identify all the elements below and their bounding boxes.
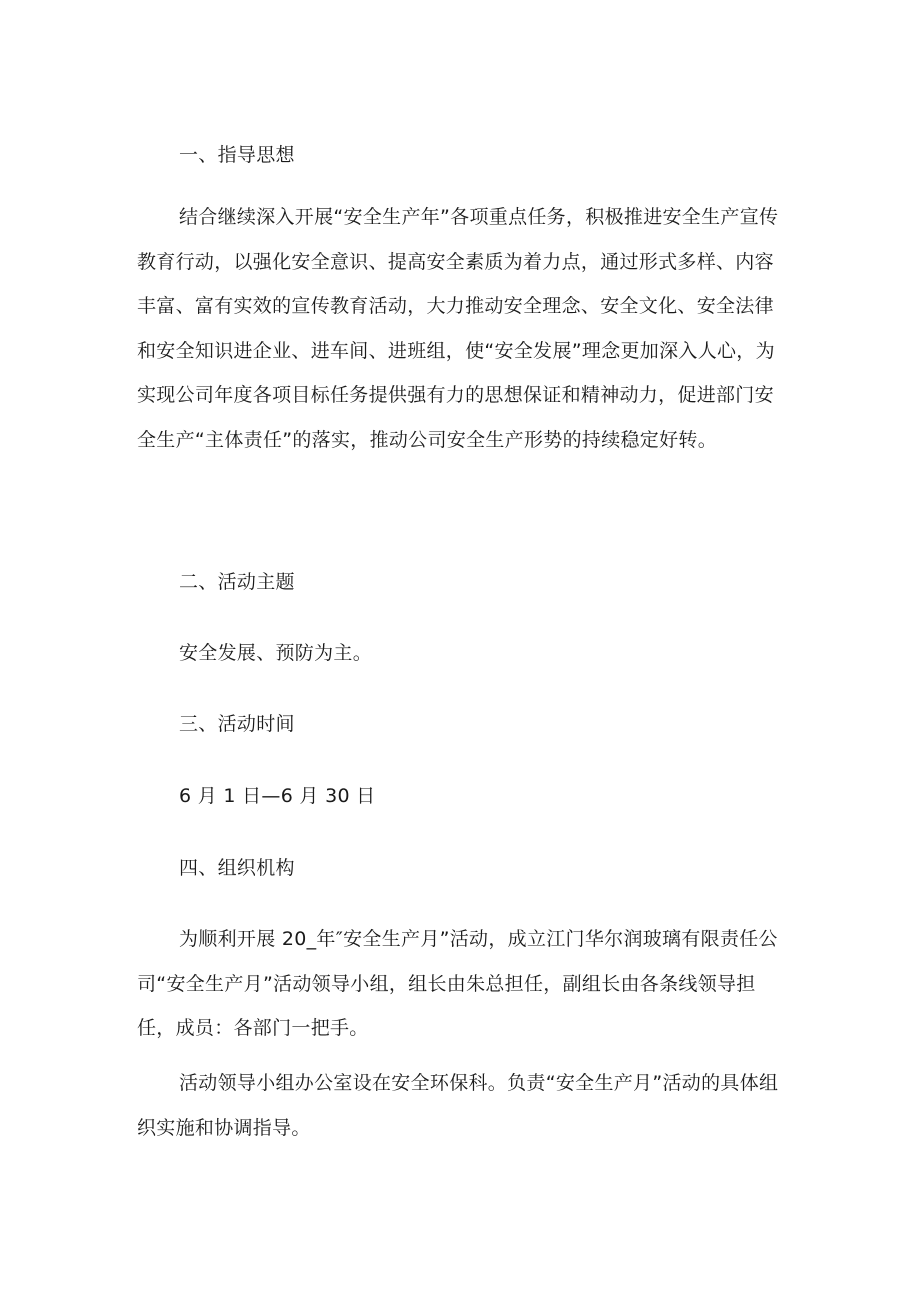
section-heading-guiding-ideology: 一、指导思想 xyxy=(179,144,295,166)
section-heading-activity-time: 三、活动时间 xyxy=(179,713,295,735)
section-heading-activity-theme: 二、活动主题 xyxy=(179,571,295,593)
paragraph-organization-office: 活动领导小组办公室设在安全环保科。负责“安全生产月”活动的具体组织实施和协调指导。 xyxy=(137,1072,779,1139)
paragraph-guiding-ideology: 结合继续深入开展“安全生产年”各项重点任务，积极推进安全生产宣传教育行动，以强化安全意识、提高安全素质为着力点，通过形式多样、内容丰富、富有实效的宣传教育活动，大力推动安全理念、安全文化、安全法律和安全知识进企业、进车间、进班组，使“安全发展”理念更加深入人心，为实现公司年度各项目标任务提供强有力的思想保证和精神动力，促进部门安全生产“主体责任”的落实，推动公司安全生产形势的持续稳定好转。 xyxy=(137,206,779,451)
paragraph-activity-theme: 安全发展、预防为主。 xyxy=(179,642,373,664)
paragraph-organization-setup: 为顺利开展 20_年″安全生产月”活动，成立江门华尔润玻璃有限责任公司“安全生产月”活动领导小组，组长由朱总担任，副组长由各条线领导担任，成员：各部门一把手。 xyxy=(137,928,778,1039)
paragraph-activity-time: 6 月 1 日—6 月 30 日 xyxy=(179,785,376,807)
section-heading-organization: 四、组织机构 xyxy=(179,857,295,879)
